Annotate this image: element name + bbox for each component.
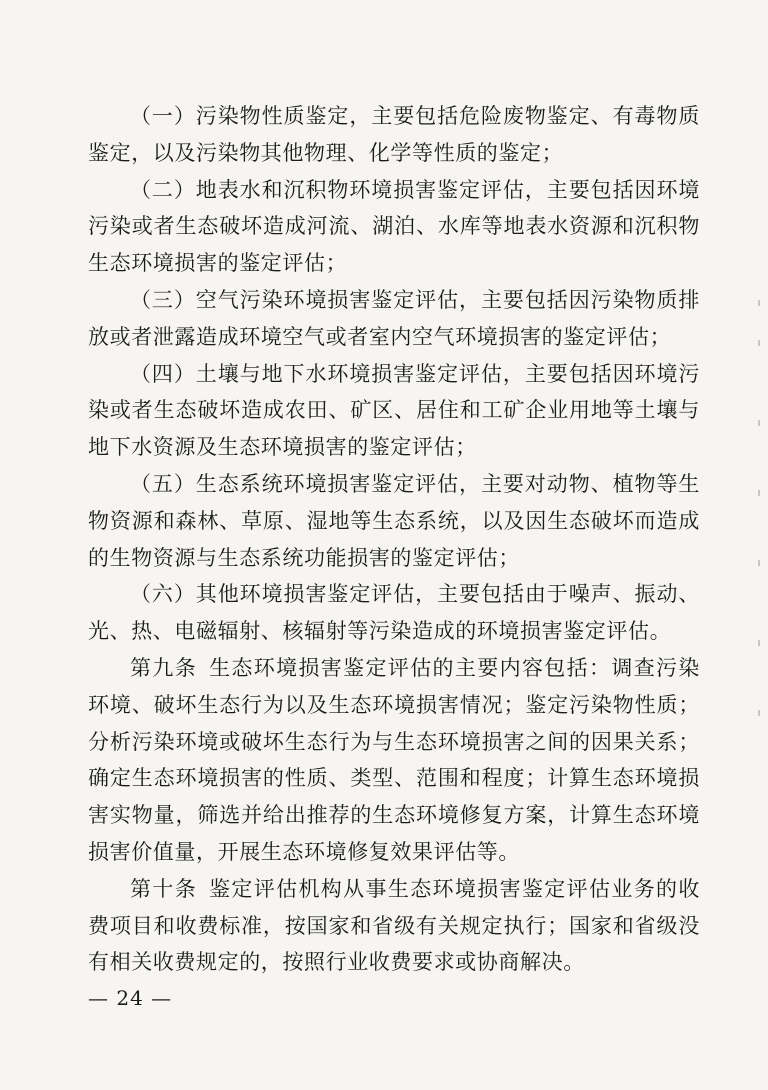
paragraph-text: （六）其他环境损害鉴定评估，主要包括由于噪声、振动、光、热、电磁辐射、核辐射等污染造成的环境损害鉴定评估。 (88, 582, 700, 644)
scan-edge-marks (758, 300, 762, 720)
article-9 (88, 650, 700, 871)
page-number: — 24 — (88, 986, 173, 1010)
paragraph-text: （五）生态系统环境损害鉴定评估，主要对动物、植物等生物资源和森林、草原、湿地等生态系统，以及因生态破坏而造成的生物资源与生态系统功能损害的鉴定评估； (88, 471, 700, 570)
article-label: 第九条 (130, 655, 198, 680)
article-10 (88, 871, 700, 981)
paragraph-item-3 (88, 282, 700, 356)
paragraph-item-5 (88, 466, 700, 576)
paragraph-text: （四）土壤与地下水环境损害鉴定评估，主要包括因环境污染或者生态破坏造成农田、矿区、居住和工矿企业用地等土壤与地下水资源及生态环境损害的鉴定评估； (88, 361, 700, 460)
article-label: 第十条 (130, 876, 198, 901)
paragraph-item-1 (88, 98, 700, 172)
paragraph-item-2 (88, 172, 700, 282)
paragraph-text: （二）地表水和沉积物环境损害鉴定评估，主要包括因环境污染或者生态破坏造成河流、湖泊、水库等地表水资源和沉积物生态环境损害的鉴定评估； (88, 177, 700, 276)
paragraph-text: （一）污染物性质鉴定，主要包括危险废物鉴定、有毒物质鉴定，以及污染物其他物理、化学等性质的鉴定； (88, 104, 700, 165)
article-text: 生态环境损害鉴定评估的主要内容包括：调查污染环境、破坏生态行为以及生态环境损害情况；鉴定污染物性质；分析污染环境或破坏生态行为与生态环境损害之间的因果关系；确定生态环境损害的性质、类型、范围和程度；计算生态环境损害实物量，筛选并给出推荐的生态环境修复方案，计算生态环境损害价值量，开展生态环境修复效果评估等。 (88, 655, 700, 864)
paragraph-text: （三）空气污染环境损害鉴定评估，主要包括因污染物质排放或者泄露造成环境空气或者室内空气环境损害的鉴定评估； (88, 287, 700, 349)
paragraph-item-4 (88, 356, 700, 466)
article-text: 鉴定评估机构从事生态环境损害鉴定评估业务的收费项目和收费标准，按国家和省级有关规定执行；国家和省级没有相关收费规定的，按照行业收费要求或协商解决。 (88, 876, 700, 975)
document-body (88, 98, 700, 981)
paragraph-item-6 (88, 576, 700, 650)
